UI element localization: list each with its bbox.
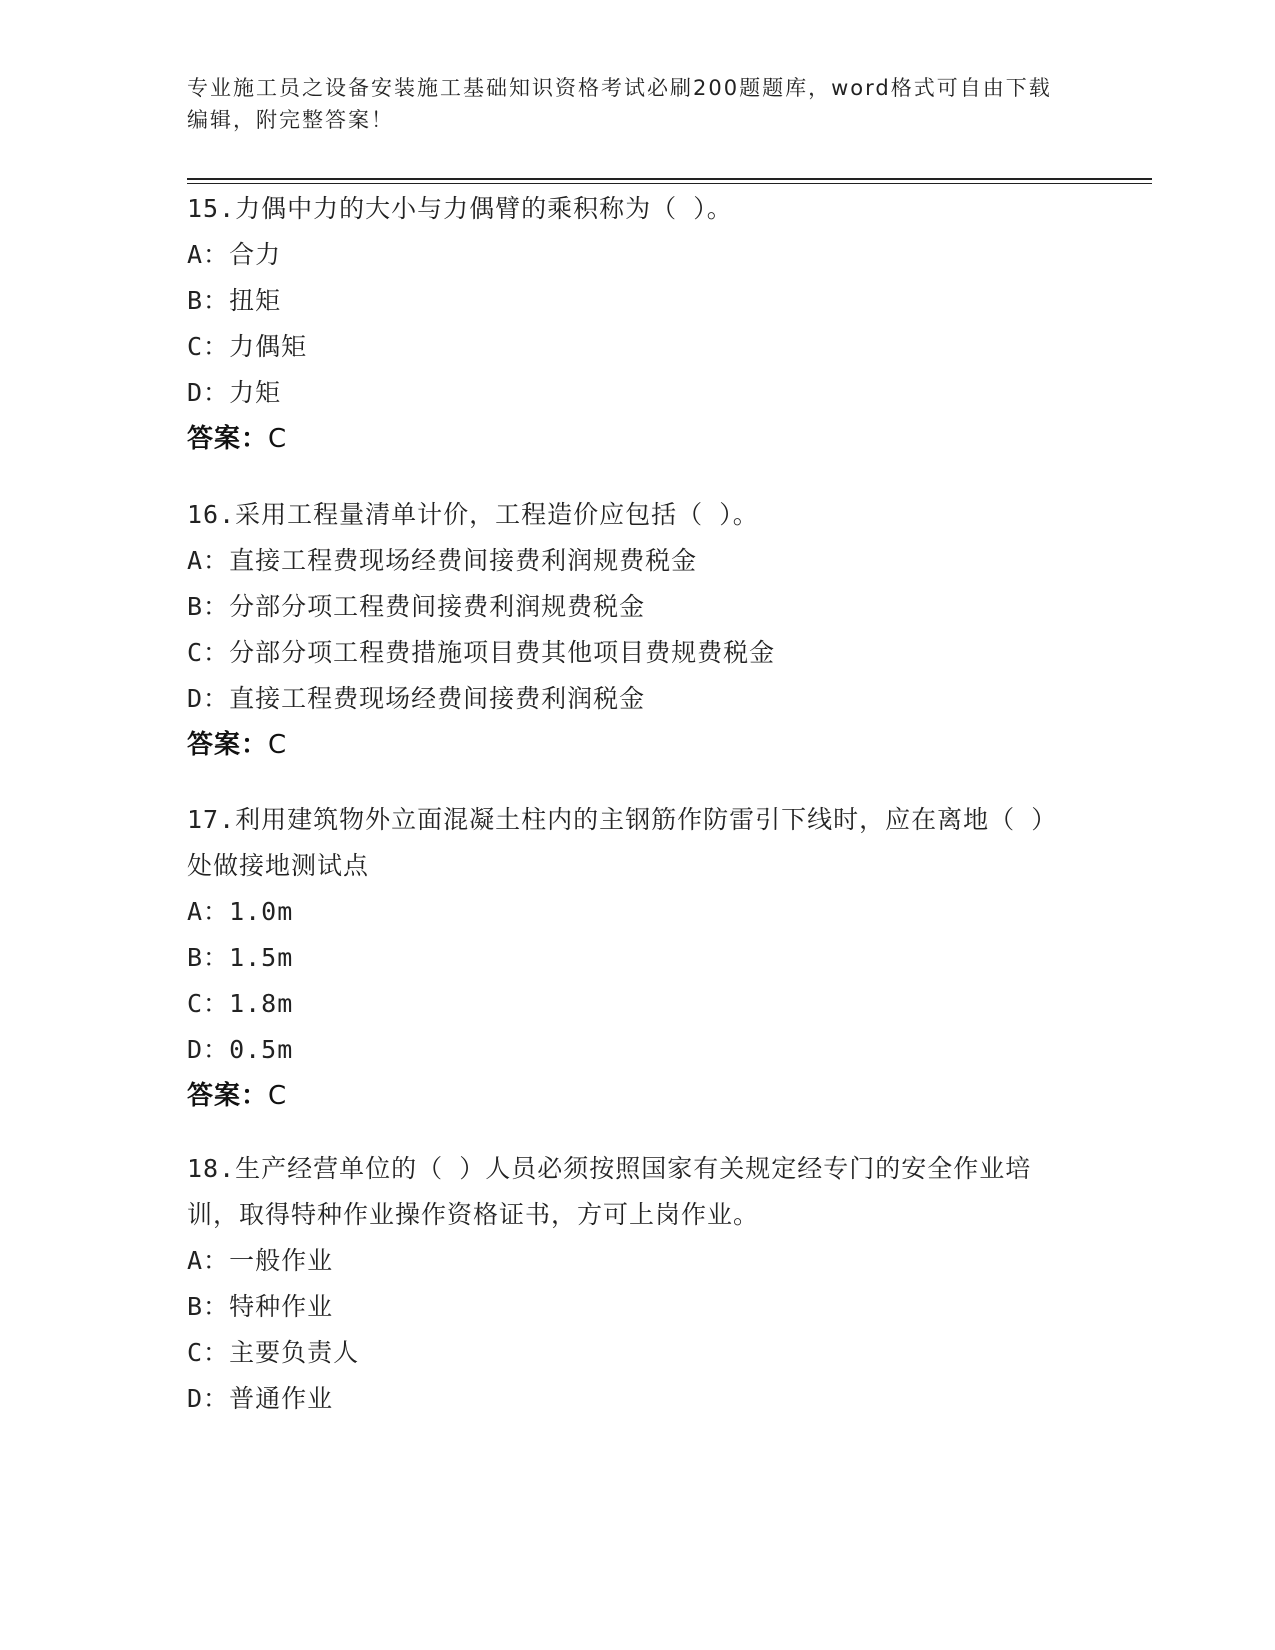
option-label: A： bbox=[187, 546, 230, 575]
option-label: B： bbox=[187, 1292, 230, 1321]
option-b bbox=[187, 584, 1087, 630]
option-c bbox=[187, 324, 1087, 370]
answer-line bbox=[187, 1073, 1087, 1119]
option-label: D： bbox=[187, 1035, 230, 1064]
answer-label: 答案： bbox=[187, 424, 269, 454]
answer-value: C bbox=[268, 1081, 288, 1111]
answer-label: 答案： bbox=[187, 730, 269, 760]
option-text: 分部分项工程费措施项目费其他项目费规费税金 bbox=[229, 638, 776, 667]
option-d bbox=[187, 1027, 1087, 1073]
option-label: C： bbox=[187, 1338, 230, 1367]
option-text: 1.8m bbox=[229, 989, 294, 1018]
option-text: 直接工程费现场经费间接费利润税金 bbox=[229, 684, 646, 713]
option-label: C： bbox=[187, 332, 230, 361]
option-text: 合力 bbox=[229, 240, 282, 269]
option-d bbox=[187, 676, 1087, 722]
option-text: 扭矩 bbox=[229, 286, 282, 315]
question-stem: 17.利用建筑物外立面混凝土柱内的主钢筋作防雷引下线时，应在离地（ ）处做接地测试点 bbox=[187, 805, 1045, 880]
option-text: 分部分项工程费间接费利润规费税金 bbox=[229, 592, 646, 621]
option-text: 1.0m bbox=[229, 897, 294, 926]
option-label: D： bbox=[187, 1384, 230, 1413]
question-stem: 15.力偶中力的大小与力偶臂的乘积称为（ ）。 bbox=[187, 194, 733, 223]
option-text: 力矩 bbox=[229, 378, 282, 407]
option-label: B： bbox=[187, 943, 230, 972]
option-b bbox=[187, 935, 1087, 981]
header-divider-thin bbox=[187, 183, 1152, 184]
option-label: D： bbox=[187, 378, 230, 407]
option-b bbox=[187, 278, 1087, 324]
question-18 bbox=[187, 1146, 1087, 1422]
answer-value: C bbox=[268, 730, 288, 760]
option-text: 一般作业 bbox=[229, 1246, 334, 1275]
option-label: D： bbox=[187, 684, 230, 713]
answer-value: C bbox=[268, 424, 288, 454]
option-label: A： bbox=[187, 1246, 230, 1275]
option-label: B： bbox=[187, 592, 230, 621]
option-text: 直接工程费现场经费间接费利润规费税金 bbox=[229, 546, 698, 575]
option-b bbox=[187, 1284, 1087, 1330]
option-text: 1.5m bbox=[229, 943, 294, 972]
option-label: C： bbox=[187, 989, 230, 1018]
option-c bbox=[187, 1330, 1087, 1376]
question-17 bbox=[187, 797, 1087, 1119]
option-c bbox=[187, 981, 1087, 1027]
option-d bbox=[187, 1376, 1087, 1422]
answer-line bbox=[187, 416, 1087, 462]
option-a bbox=[187, 889, 1087, 935]
option-text: 力偶矩 bbox=[229, 332, 308, 361]
option-label: A： bbox=[187, 897, 230, 926]
document-header: 专业施工员之设备安装施工基础知识资格考试必刷200题题库，word格式可自由下载编辑，附完整答案！ bbox=[187, 76, 1052, 132]
answer-line bbox=[187, 722, 1087, 768]
option-label: C： bbox=[187, 638, 230, 667]
option-label: B： bbox=[187, 286, 230, 315]
option-a bbox=[187, 232, 1087, 278]
question-stem: 18.生产经营单位的（ ）人员必须按照国家有关规定经专门的安全作业培训，取得特种作业操作资格证书，方可上岗作业。 bbox=[187, 1154, 1032, 1229]
answer-label: 答案： bbox=[187, 1081, 269, 1111]
header-divider-thick bbox=[187, 178, 1152, 180]
option-c bbox=[187, 630, 1087, 676]
option-text: 0.5m bbox=[229, 1035, 294, 1064]
option-text: 普通作业 bbox=[229, 1384, 334, 1413]
question-15 bbox=[187, 186, 1087, 462]
question-stem: 16.采用工程量清单计价，工程造价应包括（ ）。 bbox=[187, 500, 759, 529]
option-text: 主要负责人 bbox=[229, 1338, 360, 1367]
option-a bbox=[187, 1238, 1087, 1284]
option-label: A： bbox=[187, 240, 230, 269]
question-16 bbox=[187, 492, 1087, 768]
option-d bbox=[187, 370, 1087, 416]
option-a bbox=[187, 538, 1087, 584]
option-text: 特种作业 bbox=[229, 1292, 334, 1321]
